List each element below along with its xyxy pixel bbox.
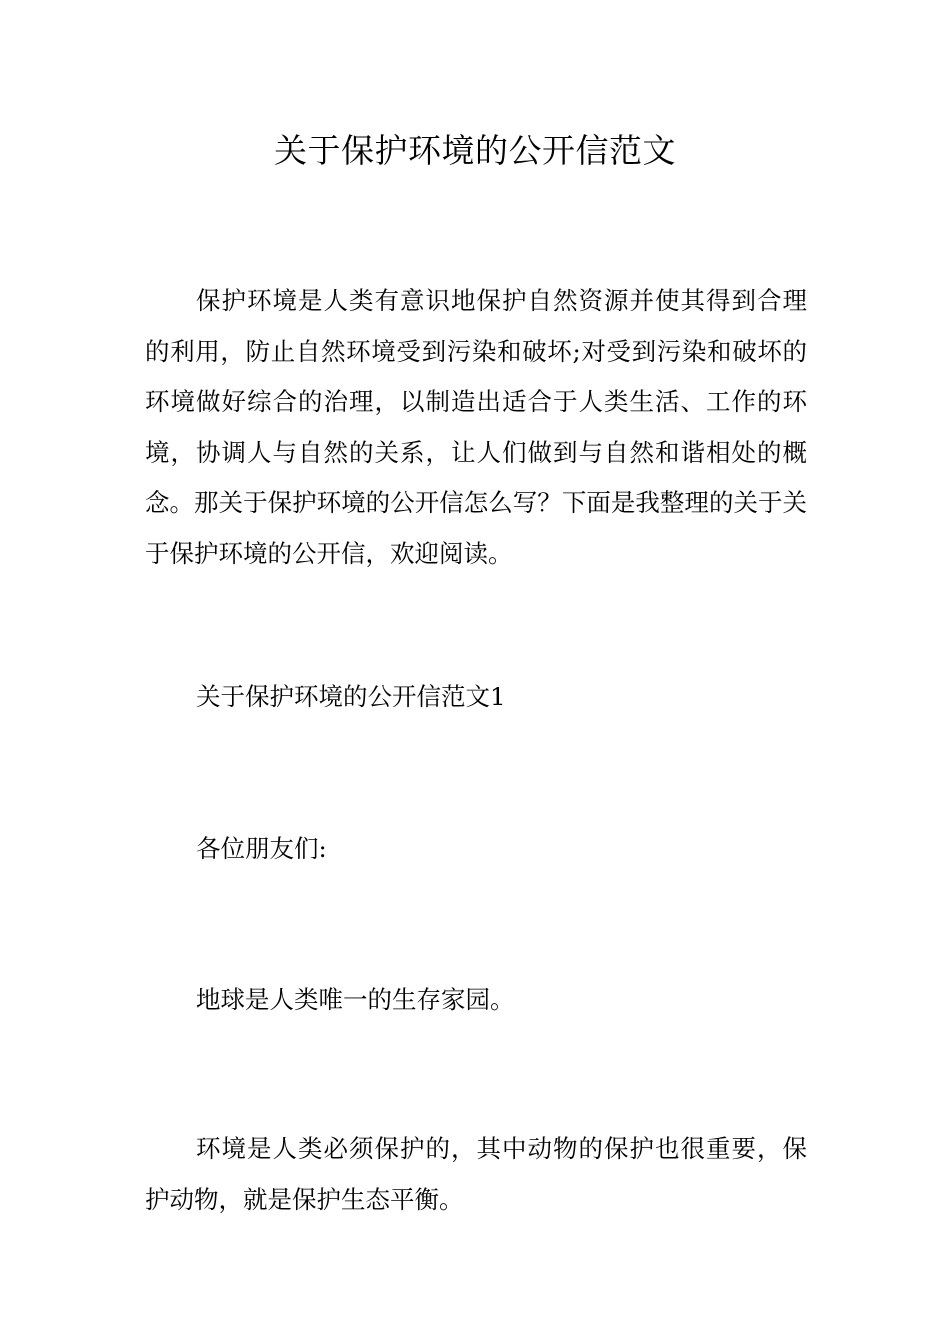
section-heading: 关于保护环境的公开信范文1: [196, 682, 506, 711]
intro-paragraph: 保护环境是人类有意识地保护自然资源并使其得到合理的利用，防止自然环境受到污染和破坏;对受到污染和破坏的环境做好综合的治理，以制造出适合于人类生活、工作的环境，协调人与自然的关系，让人们做到与自然和谐相处的概念。那关于保护环境的公开信怎么写？下面是我整理的关于关于保护环境的公开信，欢迎阅读。: [145, 286, 807, 568]
document-title: 关于保护环境的公开信范文: [274, 131, 676, 170]
greeting: 各位朋友们:: [196, 834, 327, 863]
paragraph-environment: 环境是人类必须保护的，其中动物的保护也很重要，保护动物，就是保护生态平衡。: [145, 1134, 807, 1214]
paragraph-earth: 地球是人类唯一的生存家园。: [196, 985, 515, 1014]
